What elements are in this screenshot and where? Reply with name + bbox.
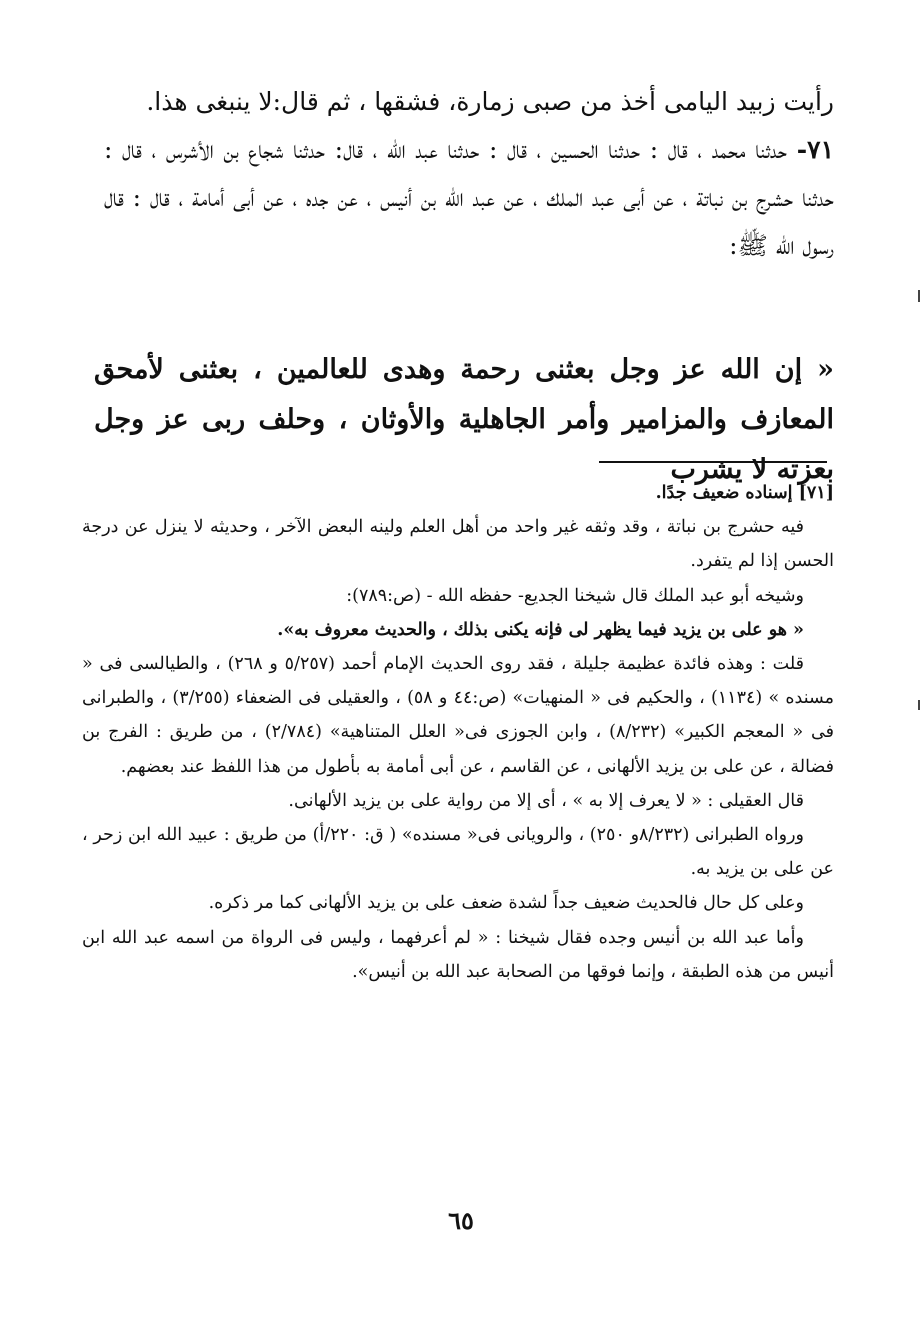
hadith-paragraph — [104, 126, 834, 270]
footnote-heading: [٧١] إسناده ضعيف جدًا. — [655, 483, 834, 503]
footnote-paragraph-2: وشيخه أبو عبد الملك قال شيخنا الجديع- حفظه الله - (ص:٧٨٩): — [346, 585, 804, 606]
footnote-paragraph-6: ورواه الطبرانى (٨/٢٣٢و ٢٥٠) ، والرويانى فى« مسنده» ( ق: ٢٢٠/أ) من طريق : عبيد الله ابن زحر ، عن على بن يزيد به. — [82, 825, 834, 880]
scan-edge-mark — [918, 290, 920, 302]
hadith-number: ٧١- — [796, 135, 834, 164]
footnote-paragraph-4: قلت : وهذه فائدة عظيمة جليلة ، فقد روى الحديث الإمام أحمد (٥/٢٥٧ و ٢٦٨) ، والطيالسى فى « مسنده » (١١٣٤) ، والحكيم فى « المنهيات» (ص:٤٤ و ٥٨) ، والعقيلى فى الضعفاء (٣/٢٥٥) ، والطبرانى فى « المعجم الكبير» (٨/٢٣٢) ، وابن الجوزى فى« العلل المتناهية» (٢/٧٨٤) ، من طريق : الفرج بن فضالة ، عن على بن يزيد الألهانى ، عن القاسم ، عن أبى أمامة به بأطول من هذا اللفظ عند بعضهم. — [82, 654, 834, 777]
hadith-isnad: حدثنا محمد ، قال : حدثنا الحسين ، قال : حدثنا عبد الله ، قال: حدثنا شجاع بن الأشرس ، قال : حدثنا حشرج بن نباتة ، عن أبى عبد الملك ، عن عبد الله بن أنيس ، عن جده ، عن أبى أمامة ، قال : قال رسول الله ﷺ: — [104, 135, 834, 260]
footnote-paragraph-8: وأما عبد الله بن أنيس وجده فقال شيخنا : « لم أعرفهما ، وليس فى الرواة من اسمه عبد الله ابن أنيس من هذه الطبقة ، وإنما فوقها من الصحابة عبد الله بن أنيس». — [82, 927, 834, 982]
page-number: ٦٥ — [448, 1206, 474, 1235]
main-line-1: رأيت زبيد اليامى أخذ من صبى زمارة، فشقها ، ثم قال:لا ينبغى هذا. — [146, 87, 834, 116]
footnotes — [82, 476, 834, 989]
main-text — [104, 78, 834, 270]
hadith-matn: « إن الله عز وجل بعثنى رحمة وهدى للعالمين ، بعثنى لأمحق المعازف والمزامير وأمر الجاهلية والأوثان ، وحلف ربى عز وجل بعزته لا يشرب — [94, 354, 834, 485]
scan-edge-mark — [918, 700, 920, 710]
footnote-quote: « هو على بن يزيد فيما يظهر لى فإنه يكنى بذلك ، والحديث معروف به». — [277, 619, 804, 640]
footnote-paragraph-5: قال العقيلى : « لا يعرف إلا به » ، أى إلا من رواية على بن يزيد الألهانى. — [288, 790, 804, 811]
footnote-paragraph-7: وعلى كل حال فالحديث ضعيف جداً لشدة ضعف على بن يزيد الألهانى كما مر ذكره. — [208, 893, 804, 914]
footnote-divider — [599, 461, 827, 463]
footnote-paragraph-1: فيه حشرج بن نباتة ، وقد وثقه غير واحد من أهل العلم ولينه البعض الآخر ، وحديثه لا ينزل عن درجة الحسن إذا لم يتفرد. — [82, 517, 834, 572]
